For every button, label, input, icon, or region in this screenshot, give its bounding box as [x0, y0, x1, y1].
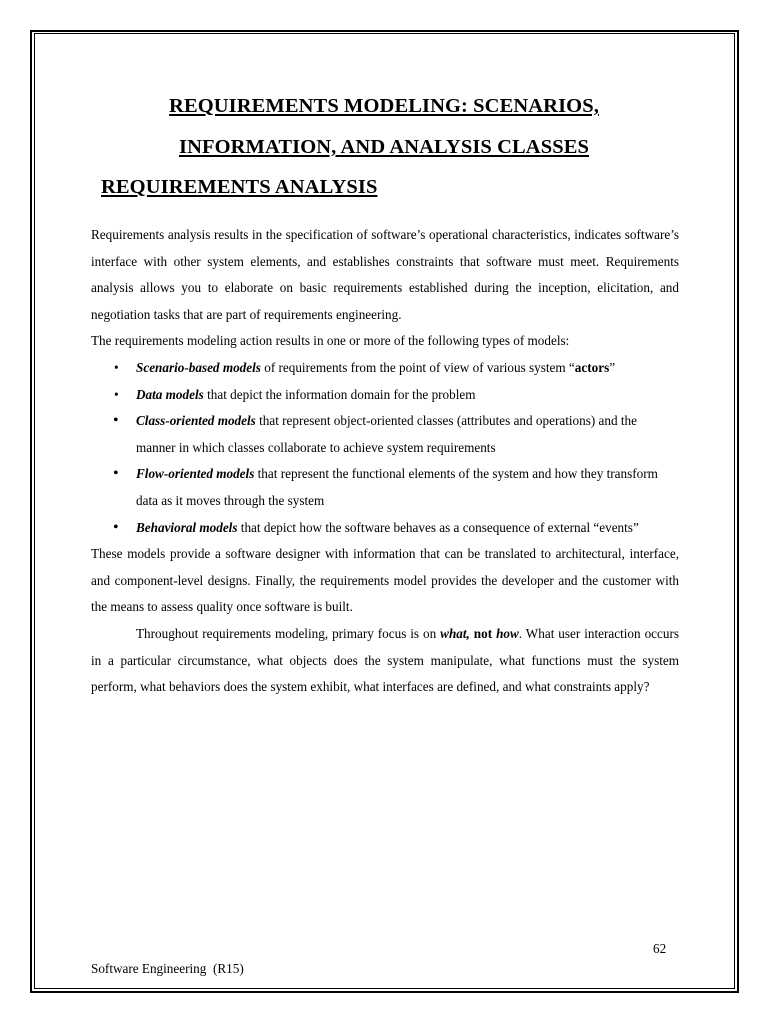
list-item: [91, 382, 679, 409]
page-footer: Software Engineering (R15): [91, 961, 244, 976]
bullet-icon: •: [113, 412, 119, 430]
section-heading: REQUIREMENTS ANALYSIS: [101, 176, 378, 198]
model-term: Flow-oriented models: [136, 466, 255, 482]
model-term: Data models: [136, 386, 204, 402]
model-description: of requirements from the point of view of various system “: [260, 359, 575, 375]
list-item: [91, 515, 679, 542]
page-number: 62: [653, 941, 667, 956]
model-types-list: [91, 355, 679, 541]
model-description: that represent the functional elements of the system and how they transform data as it moves through the system: [136, 466, 658, 508]
models-intro: The requirements modeling action results in one or more of the following types of models:: [91, 333, 570, 349]
focus-paragraph: [91, 621, 679, 701]
focus-lead: Throughout requirements modeling, primary focus is on: [136, 625, 441, 641]
focus-what: what,: [440, 625, 470, 641]
model-description: that depict how the software behaves as a consequence of external “events”: [237, 519, 639, 535]
body-content: [91, 222, 679, 701]
list-item: [91, 461, 679, 514]
focus-not: not: [469, 625, 497, 641]
closing-quote: ”: [609, 359, 616, 375]
model-description: that represent object-oriented classes (attributes and operations) and the manner in which classes collaborate to achieve system requirements: [136, 413, 637, 455]
focus-how: how: [496, 625, 519, 641]
intro-paragraph: Requirements analysis results in the specification of software’s operational characteristics, indicates software’s interface with other system elements, and establishes constraints that software must meet. Requirements analysis allows you to elaborate on basic requirements established during the inception, elicitation, and negotiation tasks that are part of requirements engineering.: [91, 227, 679, 322]
list-item: [91, 355, 679, 382]
model-term: Scenario-based models: [136, 359, 261, 375]
bullet-icon: •: [113, 465, 119, 483]
model-term: Class-oriented models: [136, 413, 256, 429]
chapter-title-line-1: REQUIREMENTS MODELING: SCENARIOS,: [169, 95, 599, 117]
focus-rest: . What user interaction occurs in a particular circumstance, what objects does the system manipulate, what functions must the system perform, what behaviors does the system exhibit, what interfaces are defined, and what constraints apply?: [91, 625, 679, 695]
model-emphasis: actors: [574, 359, 610, 375]
bullet-icon: •: [114, 386, 119, 402]
model-description: that depict the information domain for the problem: [203, 386, 476, 402]
list-item: [91, 408, 679, 461]
model-term: Behavioral models: [136, 519, 238, 535]
bullet-icon: •: [113, 518, 119, 536]
models-summary-paragraph: These models provide a software designer with information that can be translated to architectural, interface, and component-level designs. Finally, the requirements model provides the developer and the customer with the means to assess quality once software is built.: [91, 546, 679, 615]
chapter-title-line-2: INFORMATION, AND ANALYSIS CLASSES: [179, 136, 589, 158]
bullet-icon: •: [114, 359, 119, 375]
